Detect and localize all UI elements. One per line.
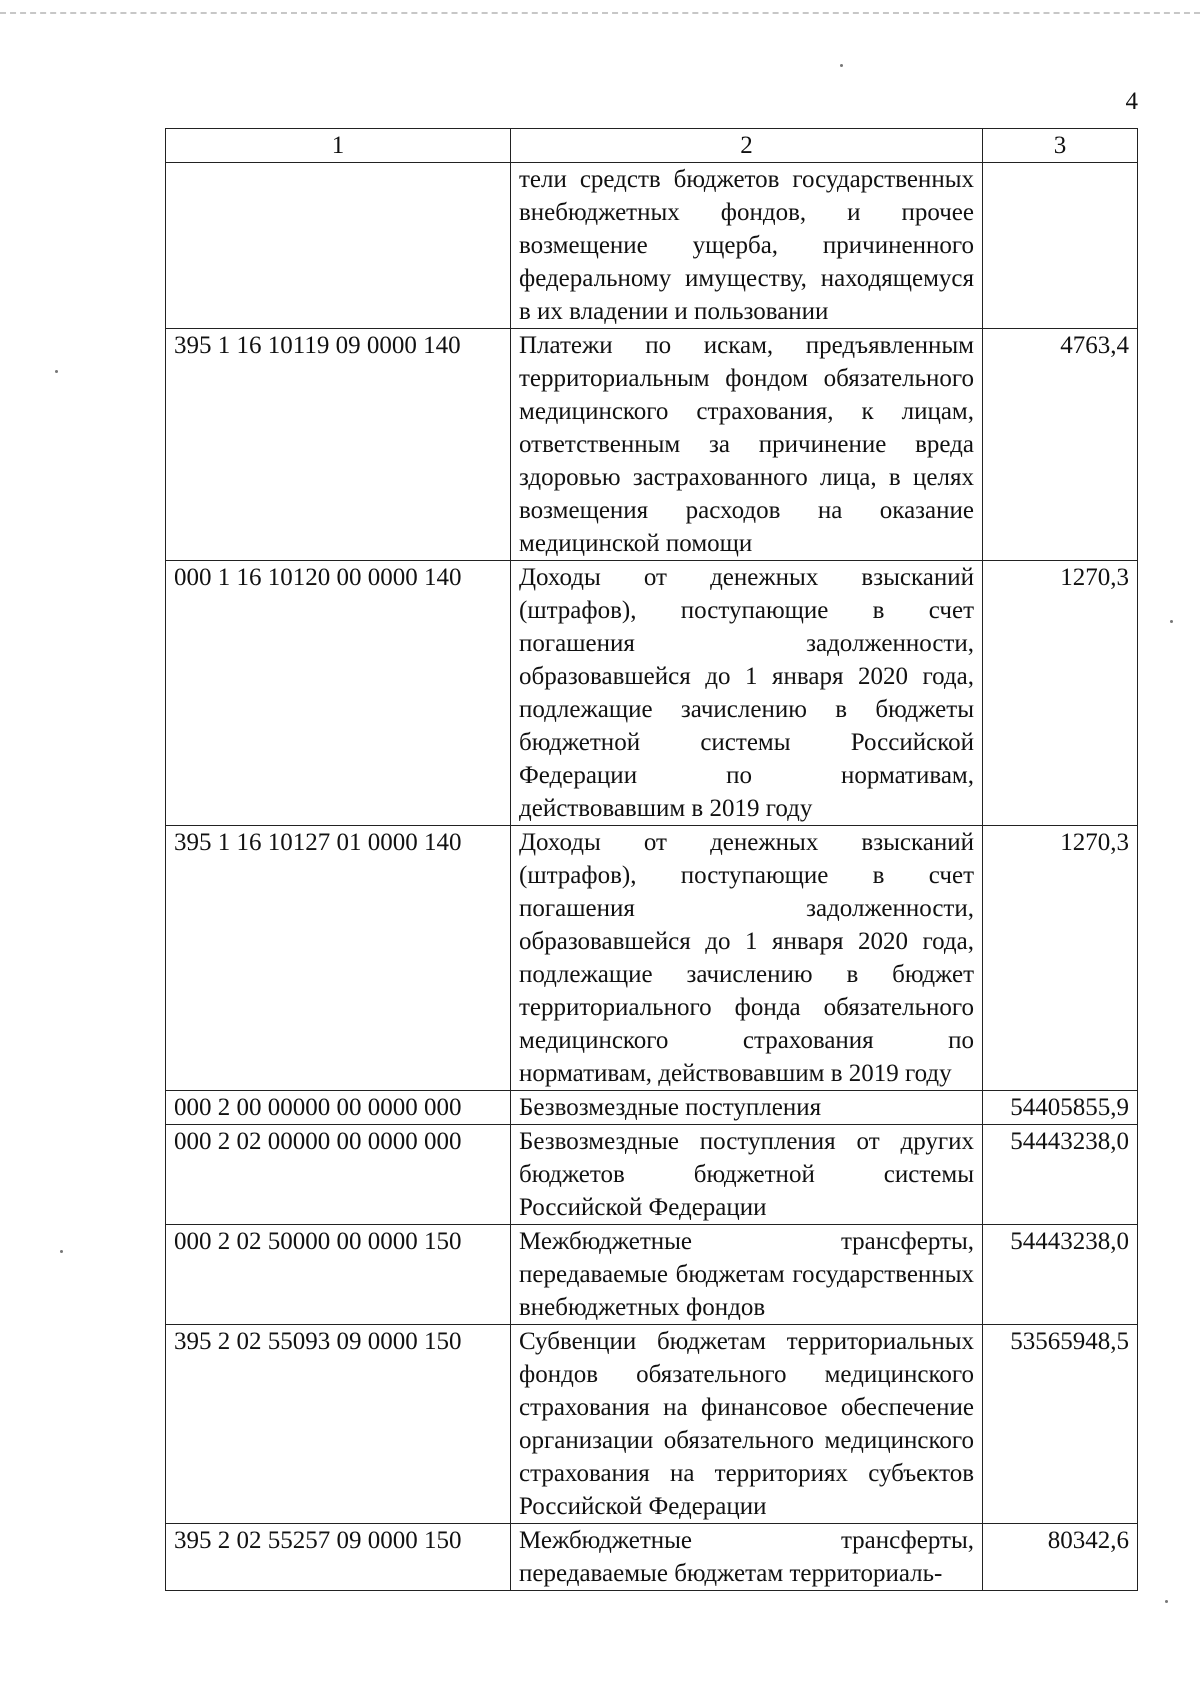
row-code: 395 2 02 55257 09 0000 150 bbox=[166, 1524, 511, 1591]
row-description: Межбюджетные трансферты, передаваемые бюджетам государственных внебюджетных фондов bbox=[511, 1225, 983, 1325]
row-amount: 54405855,9 bbox=[983, 1091, 1138, 1125]
scan-speck bbox=[1170, 620, 1173, 623]
table-row bbox=[166, 1225, 1138, 1325]
row-code: 395 1 16 10119 09 0000 140 bbox=[166, 329, 511, 561]
row-amount: 4763,4 bbox=[983, 329, 1138, 561]
row-description: Безвозмездные поступления от других бюджетов бюджетной системы Российской Федерации bbox=[511, 1125, 983, 1225]
column-header-3: 3 bbox=[983, 129, 1138, 163]
table-row bbox=[166, 1325, 1138, 1524]
column-header-2: 2 bbox=[511, 129, 983, 163]
scan-speck bbox=[60, 1250, 63, 1253]
table-row bbox=[166, 329, 1138, 561]
table-row bbox=[166, 826, 1138, 1091]
row-code: 000 2 02 50000 00 0000 150 bbox=[166, 1225, 511, 1325]
row-code bbox=[166, 163, 511, 329]
row-description: тели средств бюджетов государственных внебюджетных фондов, и прочее возмещение ущерба, причиненного федеральному имуществу, находящемуся в их владении и пользовании bbox=[511, 163, 983, 329]
row-description: Межбюджетные трансферты, передаваемые бюджетам территориаль- bbox=[511, 1524, 983, 1591]
row-amount: 1270,3 bbox=[983, 561, 1138, 826]
row-amount: 53565948,5 bbox=[983, 1325, 1138, 1524]
row-code: 000 2 02 00000 00 0000 000 bbox=[166, 1125, 511, 1225]
table-row bbox=[166, 1091, 1138, 1125]
row-amount: 54443238,0 bbox=[983, 1225, 1138, 1325]
scan-speck bbox=[840, 64, 843, 67]
row-amount: 1270,3 bbox=[983, 826, 1138, 1091]
scan-speck bbox=[1165, 1600, 1168, 1603]
scan-edge-artifact bbox=[0, 12, 1200, 14]
row-description: Доходы от денежных взысканий (штрафов), поступающие в счет погашения задолженности, образовавшейся до 1 января 2020 года, подлежащие зачислению в бюджет территориального фонда обязательного медицинского страхования по нормативам, действовавшим в 2019 году bbox=[511, 826, 983, 1091]
row-description: Доходы от денежных взысканий (штрафов), поступающие в счет погашения задолженности, образовавшейся до 1 января 2020 года, подлежащие зачислению в бюджеты бюджетной системы Российской Федерации по нормативам, действовавшим в 2019 году bbox=[511, 561, 983, 826]
table-row bbox=[166, 1125, 1138, 1225]
page-number: 4 bbox=[1125, 88, 1138, 115]
row-amount bbox=[983, 163, 1138, 329]
row-description: Платежи по искам, предъявленным территориальным фондом обязательного медицинского страхования, к лицам, ответственным за причинение вреда здоровью застрахованного лица, в целях возмещения расходов на оказание медицинской помощи bbox=[511, 329, 983, 561]
table-row bbox=[166, 163, 1138, 329]
scan-speck bbox=[55, 370, 58, 373]
row-code: 395 2 02 55093 09 0000 150 bbox=[166, 1325, 511, 1524]
revenue-table bbox=[165, 128, 1138, 1591]
row-amount: 80342,6 bbox=[983, 1524, 1138, 1591]
table-row bbox=[166, 561, 1138, 826]
column-header-1: 1 bbox=[166, 129, 511, 163]
row-amount: 54443238,0 bbox=[983, 1125, 1138, 1225]
row-code: 000 2 00 00000 00 0000 000 bbox=[166, 1091, 511, 1125]
row-description: Безвозмездные поступления bbox=[511, 1091, 983, 1125]
row-description: Субвенции бюджетам территориальных фондов обязательного медицинского страхования на финансовое обеспечение организации обязательного медицинского страхования на территориях субъектов Российской Федерации bbox=[511, 1325, 983, 1524]
table-header-row bbox=[166, 129, 1138, 163]
row-code: 000 1 16 10120 00 0000 140 bbox=[166, 561, 511, 826]
table-row bbox=[166, 1524, 1138, 1591]
row-code: 395 1 16 10127 01 0000 140 bbox=[166, 826, 511, 1091]
